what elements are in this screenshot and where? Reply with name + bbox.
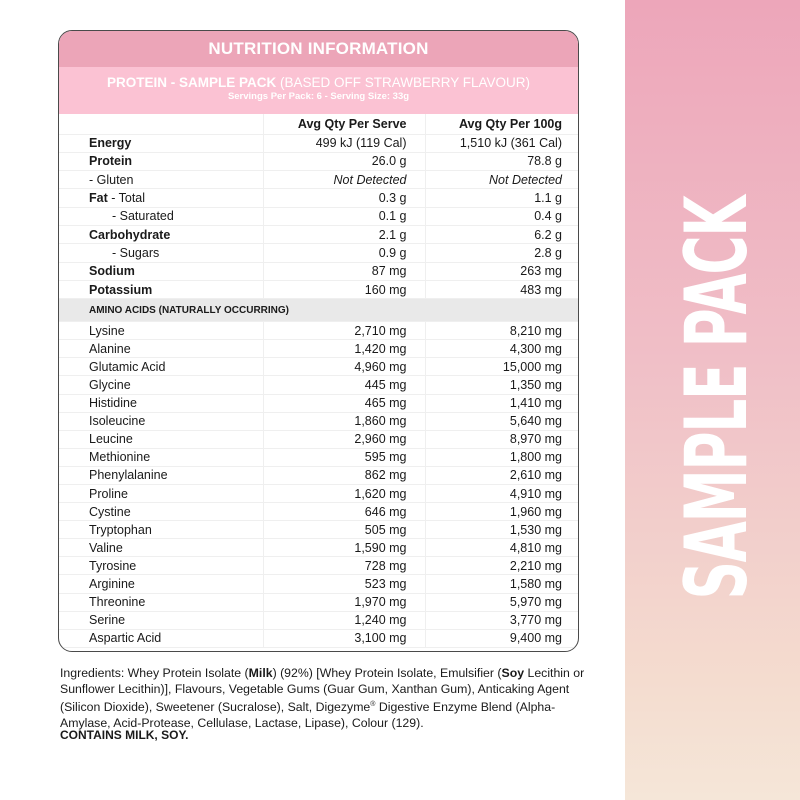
per-serve-value: 2.1 g <box>263 225 425 243</box>
per-100g-value: 3,770 mg <box>425 611 579 629</box>
per-serve-value: 2,710 mg <box>263 322 425 340</box>
amino-name: Methionine <box>59 448 263 466</box>
column-header-name <box>59 114 263 134</box>
column-header-per-serve: Avg Qty Per Serve <box>263 114 425 134</box>
per-100g-value: 1,960 mg <box>425 503 579 521</box>
per-100g-value: 1,410 mg <box>425 394 579 412</box>
amino-name: Alanine <box>59 340 263 358</box>
per-serve-value: 1,620 mg <box>263 485 425 503</box>
per-serve-value: 3,100 mg <box>263 629 425 647</box>
table-row <box>59 134 579 152</box>
table-row <box>59 611 579 629</box>
table-row <box>59 593 579 611</box>
registered-mark: ® <box>370 701 376 709</box>
table-row <box>59 394 579 412</box>
per-serve-value: 0.1 g <box>263 207 425 225</box>
per-serve-value: 862 mg <box>263 466 425 484</box>
per-100g-value: 9,400 mg <box>425 629 579 647</box>
amino-acids-heading: AMINO ACIDS (NATURALLY OCCURRING) <box>59 299 579 322</box>
table-row <box>59 466 579 484</box>
per-serve-value: 523 mg <box>263 575 425 593</box>
table-row <box>59 340 579 358</box>
table-row <box>59 358 579 376</box>
amino-name: Lysine <box>59 322 263 340</box>
servings-info: Servings Per Pack: 6 - Serving Size: 33g <box>227 91 410 102</box>
table-row <box>59 376 579 394</box>
per-100g-value: 1,580 mg <box>425 575 579 593</box>
per-serve-value <box>263 171 425 189</box>
table-row <box>59 629 579 647</box>
nutrient-name <box>59 189 263 207</box>
per-100g-value: 263 mg <box>425 262 579 280</box>
per-100g-value: 4,300 mg <box>425 340 579 358</box>
per-100g-value: 2.8 g <box>425 244 579 262</box>
amino-acids-section-header <box>59 299 579 322</box>
table-row <box>59 521 579 539</box>
product-name-bold: PROTEIN - SAMPLE PACK <box>106 75 277 90</box>
table-row <box>59 207 579 225</box>
per-serve-value: 1,420 mg <box>263 340 425 358</box>
per-serve-value: 26.0 g <box>263 152 425 170</box>
table-row <box>59 412 579 430</box>
ingredients-part: Lecithin or Sunflower Lecithin)], Flavours, Vegetable Gums (Guar Gum, Xanthan Gum), Anticaking Agent (Silicon Dioxide), Sweetener (Sucralose), Salt, Digezyme <box>60 666 585 715</box>
nutrient-name-suffix: - Total <box>107 191 146 206</box>
banner-title <box>667 73 767 723</box>
amino-name: Phenylalanine <box>59 466 263 484</box>
allergen-statement: CONTAINS MILK, SOY. <box>60 728 189 742</box>
table-row <box>59 244 579 262</box>
table-row <box>59 448 579 466</box>
per-serve-value: 445 mg <box>263 376 425 394</box>
column-header-per-100g: Avg Qty Per 100g <box>425 114 579 134</box>
per-100g-value: 15,000 mg <box>425 358 579 376</box>
product-flavour-note: (BASED OFF STRAWBERRY FLAVOUR) <box>276 75 531 90</box>
nutrient-name: Protein <box>59 152 263 170</box>
nutrient-name: - Saturated <box>59 207 263 225</box>
table-row <box>59 225 579 243</box>
amino-name: Tryptophan <box>59 521 263 539</box>
ingredients-part: Digestive Enzyme Blend (Alpha-Amylase, Acid-Protease, Cellulase, Lactase, Lipase), Colour (129). <box>60 700 556 730</box>
banner-title-text: SAMPLE PACK <box>667 196 767 600</box>
table-header-row <box>59 114 579 134</box>
per-100g-value: 6.2 g <box>425 225 579 243</box>
table-row <box>59 152 579 170</box>
per-100g-value: 2,610 mg <box>425 466 579 484</box>
nutrition-table <box>59 114 579 648</box>
per-100g-value <box>425 171 579 189</box>
table-row <box>59 280 579 298</box>
ingredients-part: ) (92%) [Whey Protein Isolate, Emulsifier ( <box>272 666 502 680</box>
per-serve-value: 1,860 mg <box>263 412 425 430</box>
per-serve-value: 0.3 g <box>263 189 425 207</box>
per-serve-value: 505 mg <box>263 521 425 539</box>
table-row <box>59 539 579 557</box>
product-subheader <box>59 67 578 114</box>
per-serve-value: 160 mg <box>263 280 425 298</box>
per-serve-value: 87 mg <box>263 262 425 280</box>
ingredients-part: Ingredients: Whey Protein Isolate ( <box>60 666 249 680</box>
per-100g-value: 1,800 mg <box>425 448 579 466</box>
per-100g-value: 1.1 g <box>425 189 579 207</box>
per-100g-value: 483 mg <box>425 280 579 298</box>
panel-title: NUTRITION INFORMATION <box>59 31 578 67</box>
per-serve-value: 2,960 mg <box>263 430 425 448</box>
amino-name: Aspartic Acid <box>59 629 263 647</box>
table-row <box>59 575 579 593</box>
nutrient-name-bold: Fat <box>89 191 108 206</box>
per-100g-value: 5,640 mg <box>425 412 579 430</box>
per-100g-value: 78.8 g <box>425 152 579 170</box>
per-serve-value: 465 mg <box>263 394 425 412</box>
per-100g-value: 1,530 mg <box>425 521 579 539</box>
nutrient-name: Energy <box>59 134 263 152</box>
per-serve-value: 499 kJ (119 Cal) <box>263 134 425 152</box>
ingredients-text <box>60 666 600 731</box>
per-100g-value: 4,910 mg <box>425 485 579 503</box>
amino-name: Tyrosine <box>59 557 263 575</box>
per-serve-value: 1,970 mg <box>263 593 425 611</box>
table-row <box>59 503 579 521</box>
table-row <box>59 322 579 340</box>
nutrition-panel <box>58 30 579 652</box>
amino-name: Threonine <box>59 593 263 611</box>
amino-name: Histidine <box>59 394 263 412</box>
amino-name: Isoleucine <box>59 412 263 430</box>
amino-name: Glutamic Acid <box>59 358 263 376</box>
allergen-milk: Milk <box>248 666 273 680</box>
per-serve-value: 1,590 mg <box>263 539 425 557</box>
per-serve-value: 595 mg <box>263 448 425 466</box>
amino-name: Valine <box>59 539 263 557</box>
table-row <box>59 189 579 207</box>
per-serve-value: 646 mg <box>263 503 425 521</box>
product-name <box>59 74 578 91</box>
nutrient-name: Sodium <box>59 262 263 280</box>
table-row <box>59 171 579 189</box>
table-row <box>59 485 579 503</box>
per-100g-value: 5,970 mg <box>425 593 579 611</box>
per-100g-value: 8,210 mg <box>425 322 579 340</box>
amino-name: Cystine <box>59 503 263 521</box>
per-100g-value: 1,350 mg <box>425 376 579 394</box>
not-detected-text: Not Detected <box>333 172 407 187</box>
per-100g-value: 0.4 g <box>425 207 579 225</box>
nutrient-name: Potassium <box>59 280 263 298</box>
amino-name: Leucine <box>59 430 263 448</box>
nutrient-name: - Gluten <box>59 171 263 189</box>
per-100g-value: 8,970 mg <box>425 430 579 448</box>
per-serve-value: 728 mg <box>263 557 425 575</box>
table-row <box>59 430 579 448</box>
per-serve-value: 1,240 mg <box>263 611 425 629</box>
per-100g-value: 2,210 mg <box>425 557 579 575</box>
allergen-soy: Soy <box>501 666 525 680</box>
per-serve-value: 4,960 mg <box>263 358 425 376</box>
per-100g-value: 1,510 kJ (361 Cal) <box>425 134 579 152</box>
amino-name: Arginine <box>59 575 263 593</box>
table-row <box>59 262 579 280</box>
amino-name: Glycine <box>59 376 263 394</box>
amino-name: Serine <box>59 611 263 629</box>
amino-name: Proline <box>59 485 263 503</box>
table-row <box>59 557 579 575</box>
not-detected-text: Not Detected <box>489 172 562 187</box>
nutrient-name: Carbohydrate <box>59 225 263 243</box>
per-100g-value: 4,810 mg <box>425 539 579 557</box>
nutrient-name: - Sugars <box>59 244 263 262</box>
per-serve-value: 0.9 g <box>263 244 425 262</box>
